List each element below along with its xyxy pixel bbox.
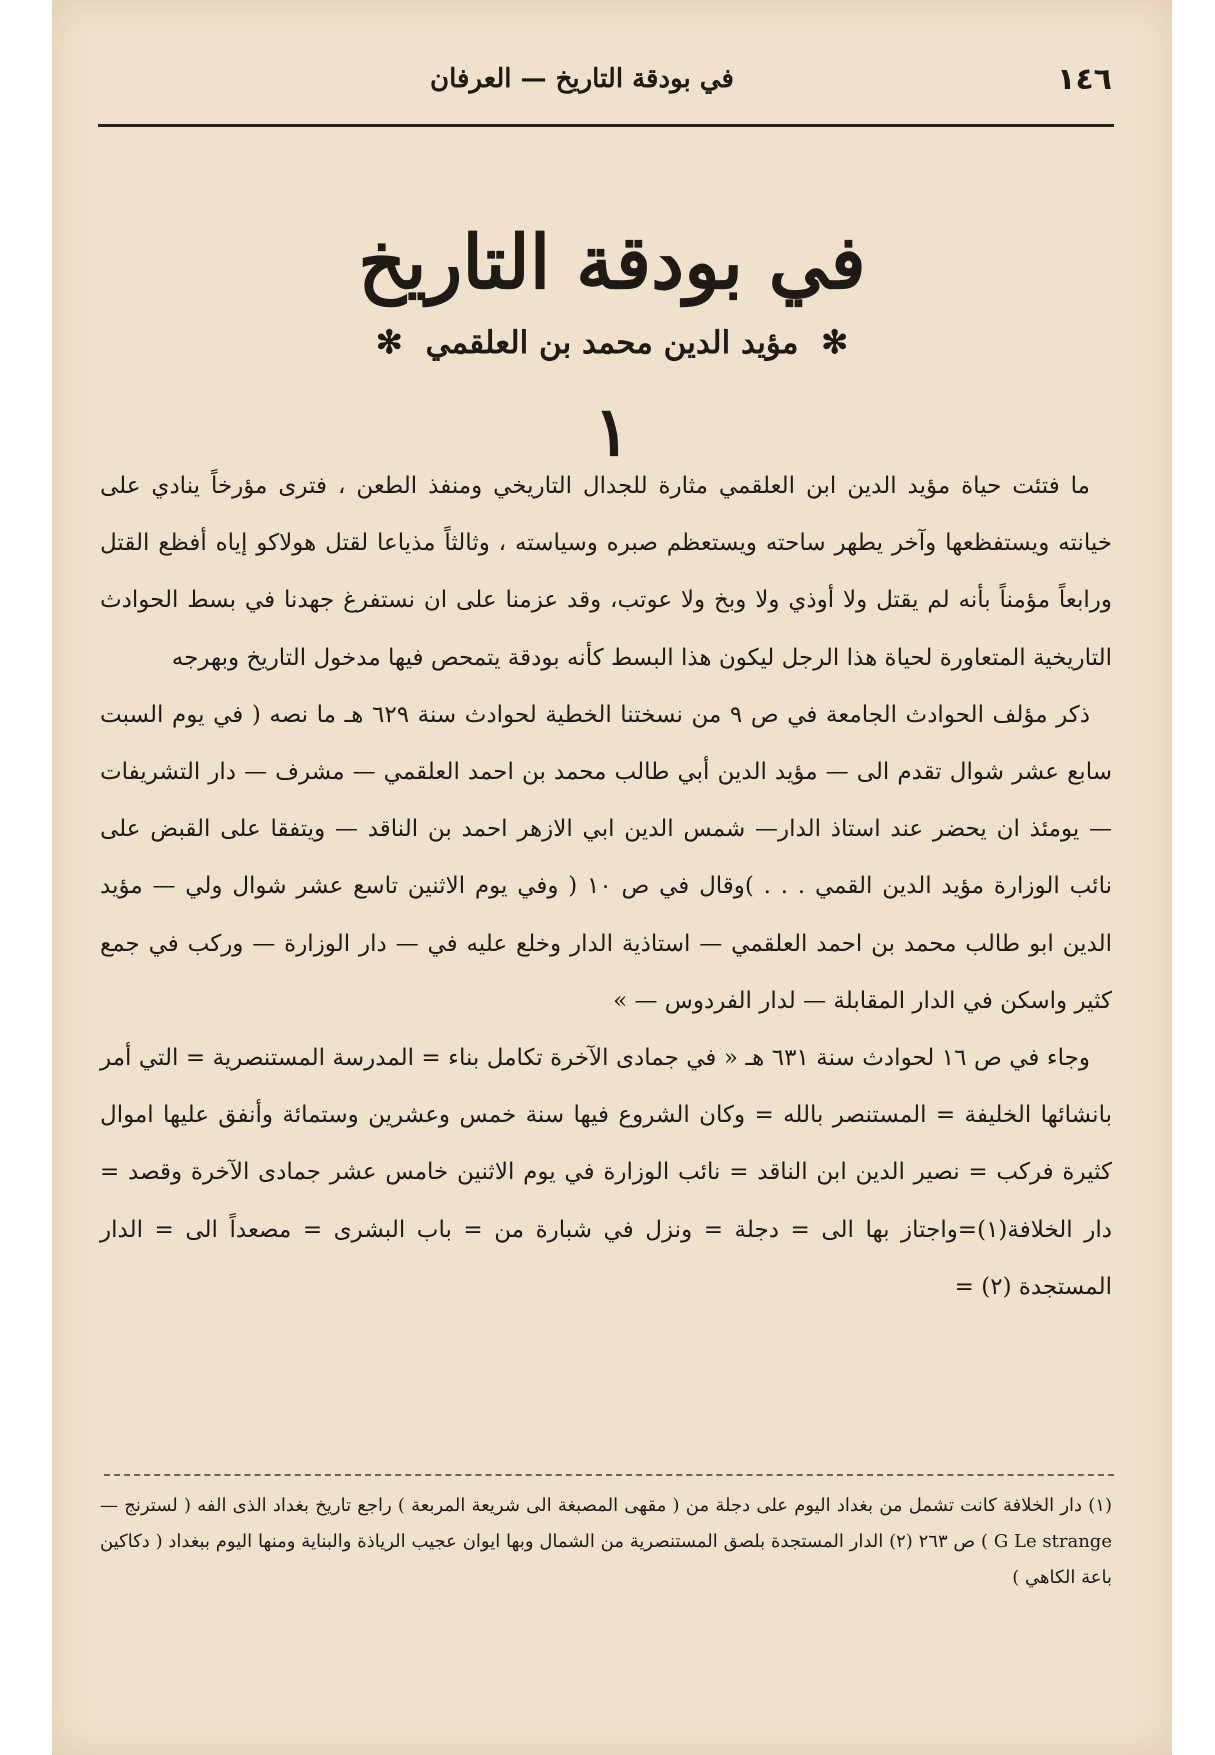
paragraph: ذكر مؤلف الحوادث الجامعة في ص ٩ من نسختنا الخطية لحوادث سنة ٦٢٩ هـ ما نصه ( في يوم السبت سابع عشر شوال تقدم الى — مؤيد الدين أبي طالب محمد بن احمد العلقمي — مشرف — دار التشريفات — يومئذ ان يحضر عند استاذ الدار— شمس الدين ابي الازهر احمد بن الناقد — ويتفقا على القبض على نائب الوزارة مؤيد الدين القمي . . . )وقال في ص ١٠ ( وفي يوم الاثنين تاسع عشر شوال ولي — مؤيد الدين ابو طالب محمد بن احمد العلقمي — استاذية الدار وخلع عليه في — دار الوزارة — وركب في جمع كثير واسكن في الدار المقابلة — لدار الفردوس — » [100, 701, 1112, 1014]
paragraph: ما فتئت حياة مؤيد الدين ابن العلقمي مثارة للجدال التاريخي ومنفذ الطعن ، فترى مؤرخاً ينادي على خيانته ويستفظعها وآخر يطهر ساحته ويستعظم صبره وسياسته ، وثالثاً مذياعا لقتل هولاكو إياه أفظع القتل ورابعاً مؤمناً بأنه لم يقتل ولا أوذي ولا وبخ ولا عوتب، وقد عزمنا على ان نستفرغ جهدنا في بسط الحوادث التاريخية المتعاورة لحياة هذا الرجل ليكون هذا البسط كأنه بودقة يتمحص فيها مدخول التاريخ وبهرجه [100, 473, 1112, 671]
footnotes [100, 1488, 1112, 1596]
author-line [52, 323, 1172, 361]
running-head: في بودقة التاريخ — العرفان [430, 64, 734, 94]
ornament-icon: ✻ [375, 323, 403, 361]
page-number: ١٤٦ [1057, 62, 1112, 97]
article-title: في بودقة التاريخ [358, 219, 866, 306]
scanned-page [52, 0, 1172, 1755]
article-body [100, 458, 1112, 1316]
footnote-divider [104, 1474, 1114, 1476]
header-rule [98, 124, 1114, 127]
section-number: ١ [593, 392, 631, 472]
ornament-icon: ✻ [821, 323, 849, 361]
author-name: مؤيد الدين محمد بن العلقمي [425, 325, 799, 361]
page-header [100, 58, 1112, 106]
paragraph: وجاء في ص ١٦ لحوادث سنة ٦٣١ هـ « في جمادى الآخرة تكامل بناء = المدرسة المستنصرية = التي أمر بانشائها الخليفة = المستنصر بالله = وكان الشروع فيها سنة خمس وعشرين وستمائة وأنفق عليها اموال كثيرة فركب = نصير الدين ابن الناقد = نائب الوزارة في يوم الاثنين خامس عشر جمادى الآخرة وقصد = دار الخلافة(١)=واجتاز بها الى = دجلة = ونزل في شبارة من = باب البشرى = مصعداً الى = الدار المستجدة (٢) = [100, 1045, 1112, 1300]
footnote: (١) دار الخلافة كانت تشمل من بغداد اليوم على دجلة من ( مقهى المصبغة الى شريعة المربعة ) راجع تاريخ بغداد الذى الفه ( لسترنج — G Le strange ) ص ٢٦٣ (٢) الدار المستجدة بلصق المستنصرية من الشمال وبها ايوان عجيب الرياذة والبناية ومنها اليوم ببغداد ( دكاكين باعة الكاهي ) [100, 1495, 1112, 1588]
